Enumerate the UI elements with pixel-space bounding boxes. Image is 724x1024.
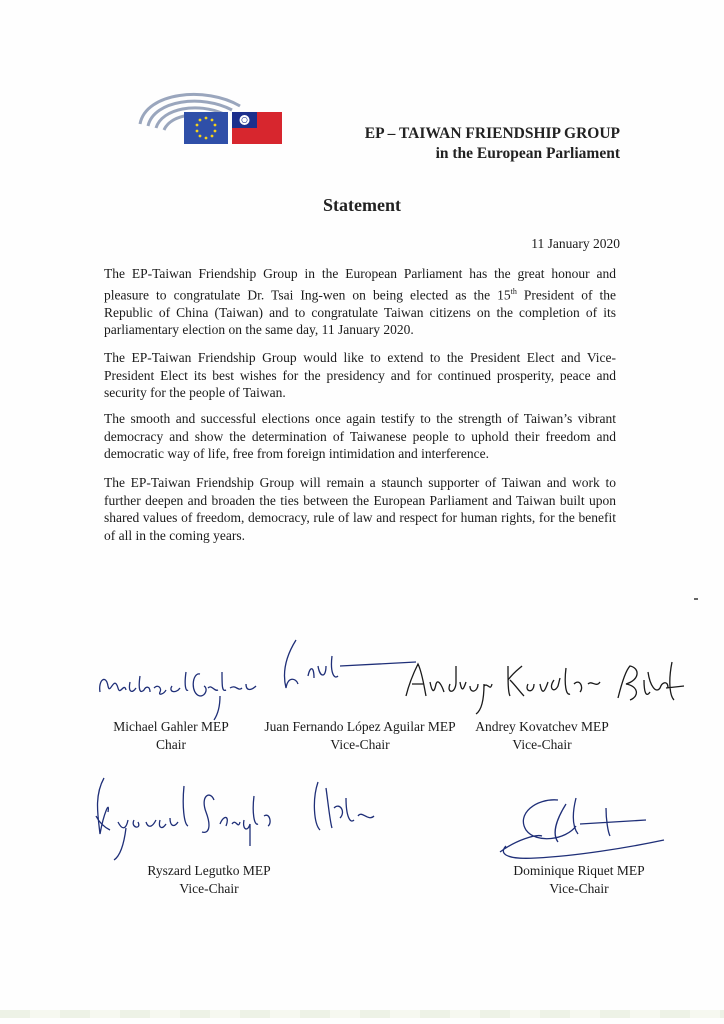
signatory-role: Vice-Chair bbox=[549, 881, 609, 896]
signatory-name: Andrey Kovatchev MEP bbox=[475, 719, 609, 734]
ep-taiwan-logo bbox=[136, 86, 286, 146]
eu-flag-icon bbox=[184, 112, 228, 144]
signature-riquet bbox=[496, 790, 668, 870]
paragraph-2: The EP-Taiwan Friendship Group would like to extend to the President Elect and Vice-President Elect its best wishes for the presidency and for continued prosperity, peace and security for the people of Taiwan. bbox=[104, 350, 616, 400]
ordinal-suffix: th bbox=[510, 286, 517, 296]
signatory-legutko bbox=[134, 862, 284, 898]
paragraph-3: The smooth and successful elections once again testify to the strength of Taiwan’s vibrant democracy and show the determination of Taiwanese people to uphold their freedom and democratic way of life, free from foreign intimidation and interference. bbox=[104, 411, 616, 461]
paragraph-4: The EP-Taiwan Friendship Group will remain a staunch supporter of Taiwan and work to further deepen and broaden the ties between the European Parliament and Taiwan built upon shared values of freedom, democracy, rule of law and respect for human rights, for the benefit of all in the coming years. bbox=[104, 475, 616, 543]
signatory-role: Vice-Chair bbox=[512, 737, 572, 752]
signatory-kovatchev bbox=[462, 718, 622, 754]
paragraph-1-a: The EP-Taiwan Friendship Group in the European Parliament has the great honour and pleasure to congratulate Dr. Tsai Ing-wen on being elected as the 15 bbox=[104, 266, 616, 302]
document-title: Statement bbox=[323, 195, 401, 215]
signatory-name: Michael Gahler MEP bbox=[113, 719, 229, 734]
signature-lopez-aguilar bbox=[256, 636, 416, 696]
paragraph-1 bbox=[104, 265, 616, 339]
org-line-2: in the European Parliament bbox=[435, 145, 620, 162]
signature-gahler bbox=[96, 652, 266, 722]
signatory-lopez-aguilar bbox=[240, 718, 480, 754]
signatory-name: Juan Fernando López Aguilar MEP bbox=[264, 719, 456, 734]
signatory-name: Ryszard Legutko MEP bbox=[147, 863, 271, 878]
signatory-role: Chair bbox=[156, 737, 186, 752]
scan-speck bbox=[694, 598, 698, 600]
statement-date: 11 January 2020 bbox=[531, 236, 620, 251]
signatory-gahler bbox=[96, 718, 246, 754]
organization-heading bbox=[365, 124, 620, 164]
paragraph-1-b: President of the Republic of China (Taiwan) and to congratulate Taiwan citizens on the completion of its parliamentary election on the same day, 11 January 2020. bbox=[104, 287, 616, 337]
signatory-riquet bbox=[494, 862, 664, 898]
signature-kovatchev bbox=[404, 658, 694, 718]
taiwan-flag-icon bbox=[232, 112, 282, 144]
signatory-role: Vice-Chair bbox=[179, 881, 239, 896]
org-line-1: EP – TAIWAN FRIENDSHIP GROUP bbox=[364, 125, 620, 142]
signature-legutko bbox=[90, 772, 380, 862]
signatory-name: Dominique Riquet MEP bbox=[513, 863, 645, 878]
scan-edge bbox=[0, 1010, 724, 1018]
signatory-role: Vice-Chair bbox=[330, 737, 390, 752]
